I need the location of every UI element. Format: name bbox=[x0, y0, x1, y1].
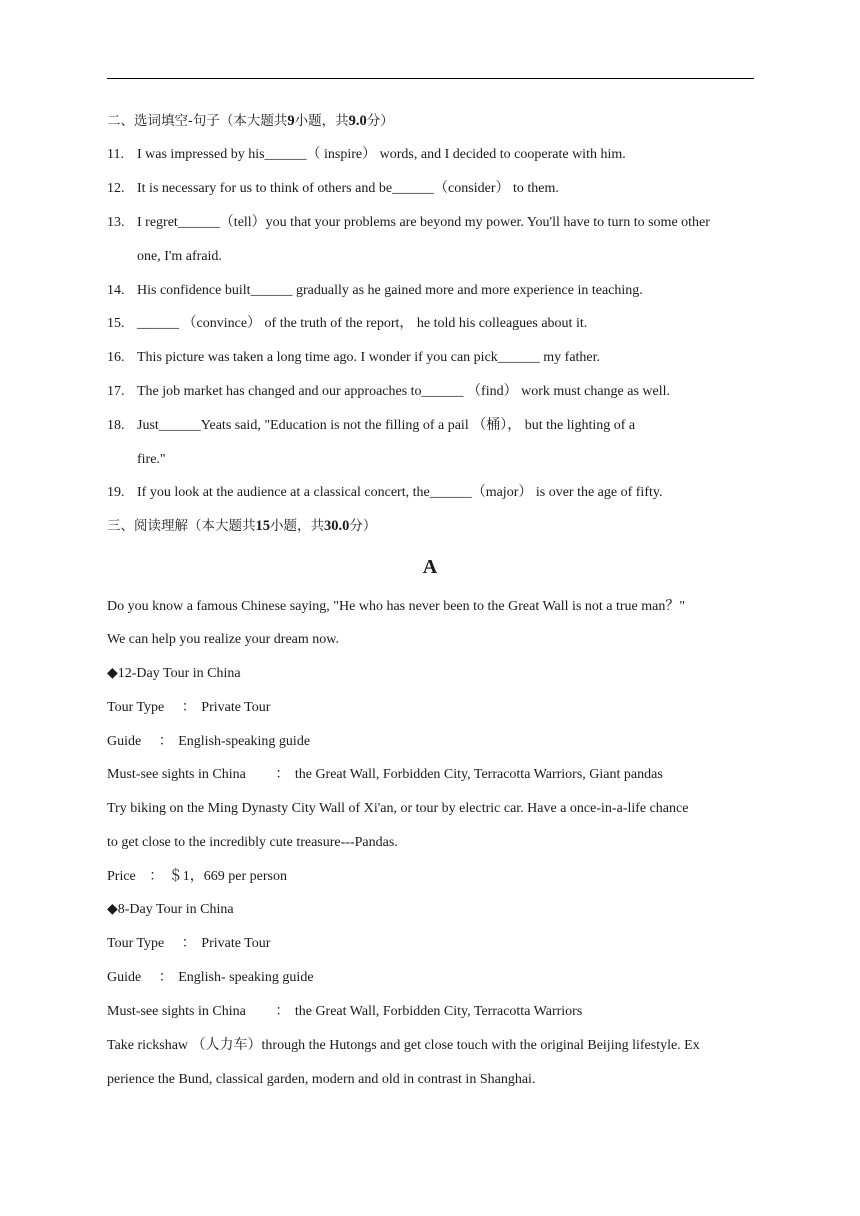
sights-label: Must-see sights in China bbox=[107, 767, 246, 782]
sights-row bbox=[107, 765, 767, 785]
colon: ： bbox=[181, 936, 196, 951]
question-text: Just______Yeats said, "Education is not the filling of a pail （桶）， but the lighting of a bbox=[137, 418, 636, 433]
colon: ： bbox=[181, 700, 196, 715]
price-row bbox=[107, 867, 767, 887]
colon: ： bbox=[158, 734, 173, 749]
question-number: 14. bbox=[107, 283, 125, 298]
question-text-continued: fire." bbox=[137, 452, 166, 467]
question-text: I was impressed by his______（ inspire） words, and I decided to cooperate with him. bbox=[137, 147, 626, 162]
question-text: This picture was taken a long time ago. I wonder if you can pick______ my father. bbox=[137, 350, 601, 365]
passage-intro-line: We can help you realize your dream now. bbox=[107, 632, 339, 647]
colon: ： bbox=[275, 1004, 290, 1019]
question-count: 15 bbox=[255, 518, 270, 534]
tour-type-value: Private Tour bbox=[201, 936, 271, 951]
question-number: 17. bbox=[107, 384, 125, 399]
guide-label: Guide bbox=[107, 970, 142, 985]
tour-description-line: to get close to the incredibly cute treasure---Pandas. bbox=[107, 835, 398, 850]
colon: ： bbox=[275, 767, 290, 782]
section-heading-reading bbox=[107, 516, 767, 536]
sights-value: the Great Wall, Forbidden City, Terracotta Warriors, Giant pandas bbox=[294, 767, 663, 782]
colon: ： bbox=[149, 869, 164, 884]
section-heading-prefix: 三、阅读理解（本大题共 bbox=[107, 518, 256, 534]
price-value: ＄1，669 per person bbox=[168, 869, 287, 884]
tour-description-line: perience the Bund, classical garden, modern and old in contrast in Shanghai. bbox=[107, 1072, 536, 1087]
section-heading-middle: 小题，共 bbox=[294, 113, 349, 129]
tour-type-value: Private Tour bbox=[201, 700, 271, 715]
guide-row bbox=[107, 732, 767, 752]
question-number: 13. bbox=[107, 215, 125, 230]
colon: ： bbox=[158, 970, 173, 985]
section-score: 30.0 bbox=[324, 518, 350, 534]
section-heading-middle: 小题，共 bbox=[270, 518, 324, 534]
tour-type-row bbox=[107, 934, 767, 954]
guide-value: English- speaking guide bbox=[178, 970, 314, 985]
question-text: It is necessary for us to think of others and be______（consider） to them. bbox=[137, 181, 559, 196]
question-text: If you look at the audience at a classical concert, the______（major） is over the age of fifty. bbox=[137, 485, 663, 500]
tour-type-label: Tour Type bbox=[107, 936, 165, 951]
guide-row bbox=[107, 968, 767, 988]
question-text: His confidence built______ gradually as he gained more and more experience in teaching. bbox=[137, 283, 643, 298]
question-item bbox=[107, 416, 767, 436]
question-number: 18. bbox=[107, 418, 125, 433]
tour-title: ◆12-Day Tour in China bbox=[107, 666, 241, 681]
sights-row bbox=[107, 1002, 767, 1022]
tour-description-line: Take rickshaw （人力车）through the Hutongs and get close touch with the original Beijing lifestyle. Ex bbox=[107, 1038, 700, 1053]
question-text-continued: one, I'm afraid. bbox=[137, 249, 222, 264]
sights-value: the Great Wall, Forbidden City, Terracotta Warriors bbox=[294, 1004, 583, 1019]
section-heading-suffix: 分） bbox=[366, 113, 394, 129]
header-rule bbox=[107, 78, 754, 79]
sights-label: Must-see sights in China bbox=[107, 1004, 246, 1019]
question-number: 11. bbox=[107, 147, 124, 162]
price-label: Price bbox=[107, 869, 136, 884]
tour-title: ◆8-Day Tour in China bbox=[107, 902, 234, 917]
question-item bbox=[107, 483, 767, 503]
question-item bbox=[107, 281, 767, 301]
section-heading-fill-in bbox=[107, 111, 767, 131]
question-text: The job market has changed and our approaches to______ （find） work must change as well. bbox=[137, 384, 671, 399]
tour-type-label: Tour Type bbox=[107, 700, 165, 715]
passage-intro-line: Do you know a famous Chinese saying, "He who has never been to the Great Wall is not a true man？" bbox=[107, 599, 686, 614]
section-heading-prefix: 二、选词填空-句子（本大题共 bbox=[107, 113, 288, 129]
section-heading-suffix: 分） bbox=[349, 518, 377, 534]
question-text: ______ （convince） of the truth of the report， he told his colleagues about it. bbox=[137, 316, 588, 331]
question-item bbox=[107, 382, 767, 402]
guide-value: English-speaking guide bbox=[178, 734, 311, 749]
question-item bbox=[107, 145, 767, 165]
question-count: 9 bbox=[287, 113, 295, 129]
question-item bbox=[107, 179, 767, 199]
section-score: 9.0 bbox=[348, 113, 367, 129]
guide-label: Guide bbox=[107, 734, 142, 749]
question-number: 12. bbox=[107, 181, 125, 196]
question-number: 19. bbox=[107, 485, 125, 500]
question-text: I regret______（tell）you that your problems are beyond my power. You'll have to turn to some other bbox=[137, 215, 710, 230]
question-item bbox=[107, 314, 767, 334]
tour-type-row bbox=[107, 698, 767, 718]
question-item bbox=[107, 348, 767, 368]
question-number: 15. bbox=[107, 316, 125, 331]
question-item bbox=[107, 213, 767, 233]
tour-description-line: Try biking on the Ming Dynasty City Wall of Xi'an, or tour by electric car. Have a once-in-a-life chance bbox=[107, 801, 689, 816]
passage-letter: A bbox=[422, 556, 438, 578]
question-number: 16. bbox=[107, 350, 125, 365]
